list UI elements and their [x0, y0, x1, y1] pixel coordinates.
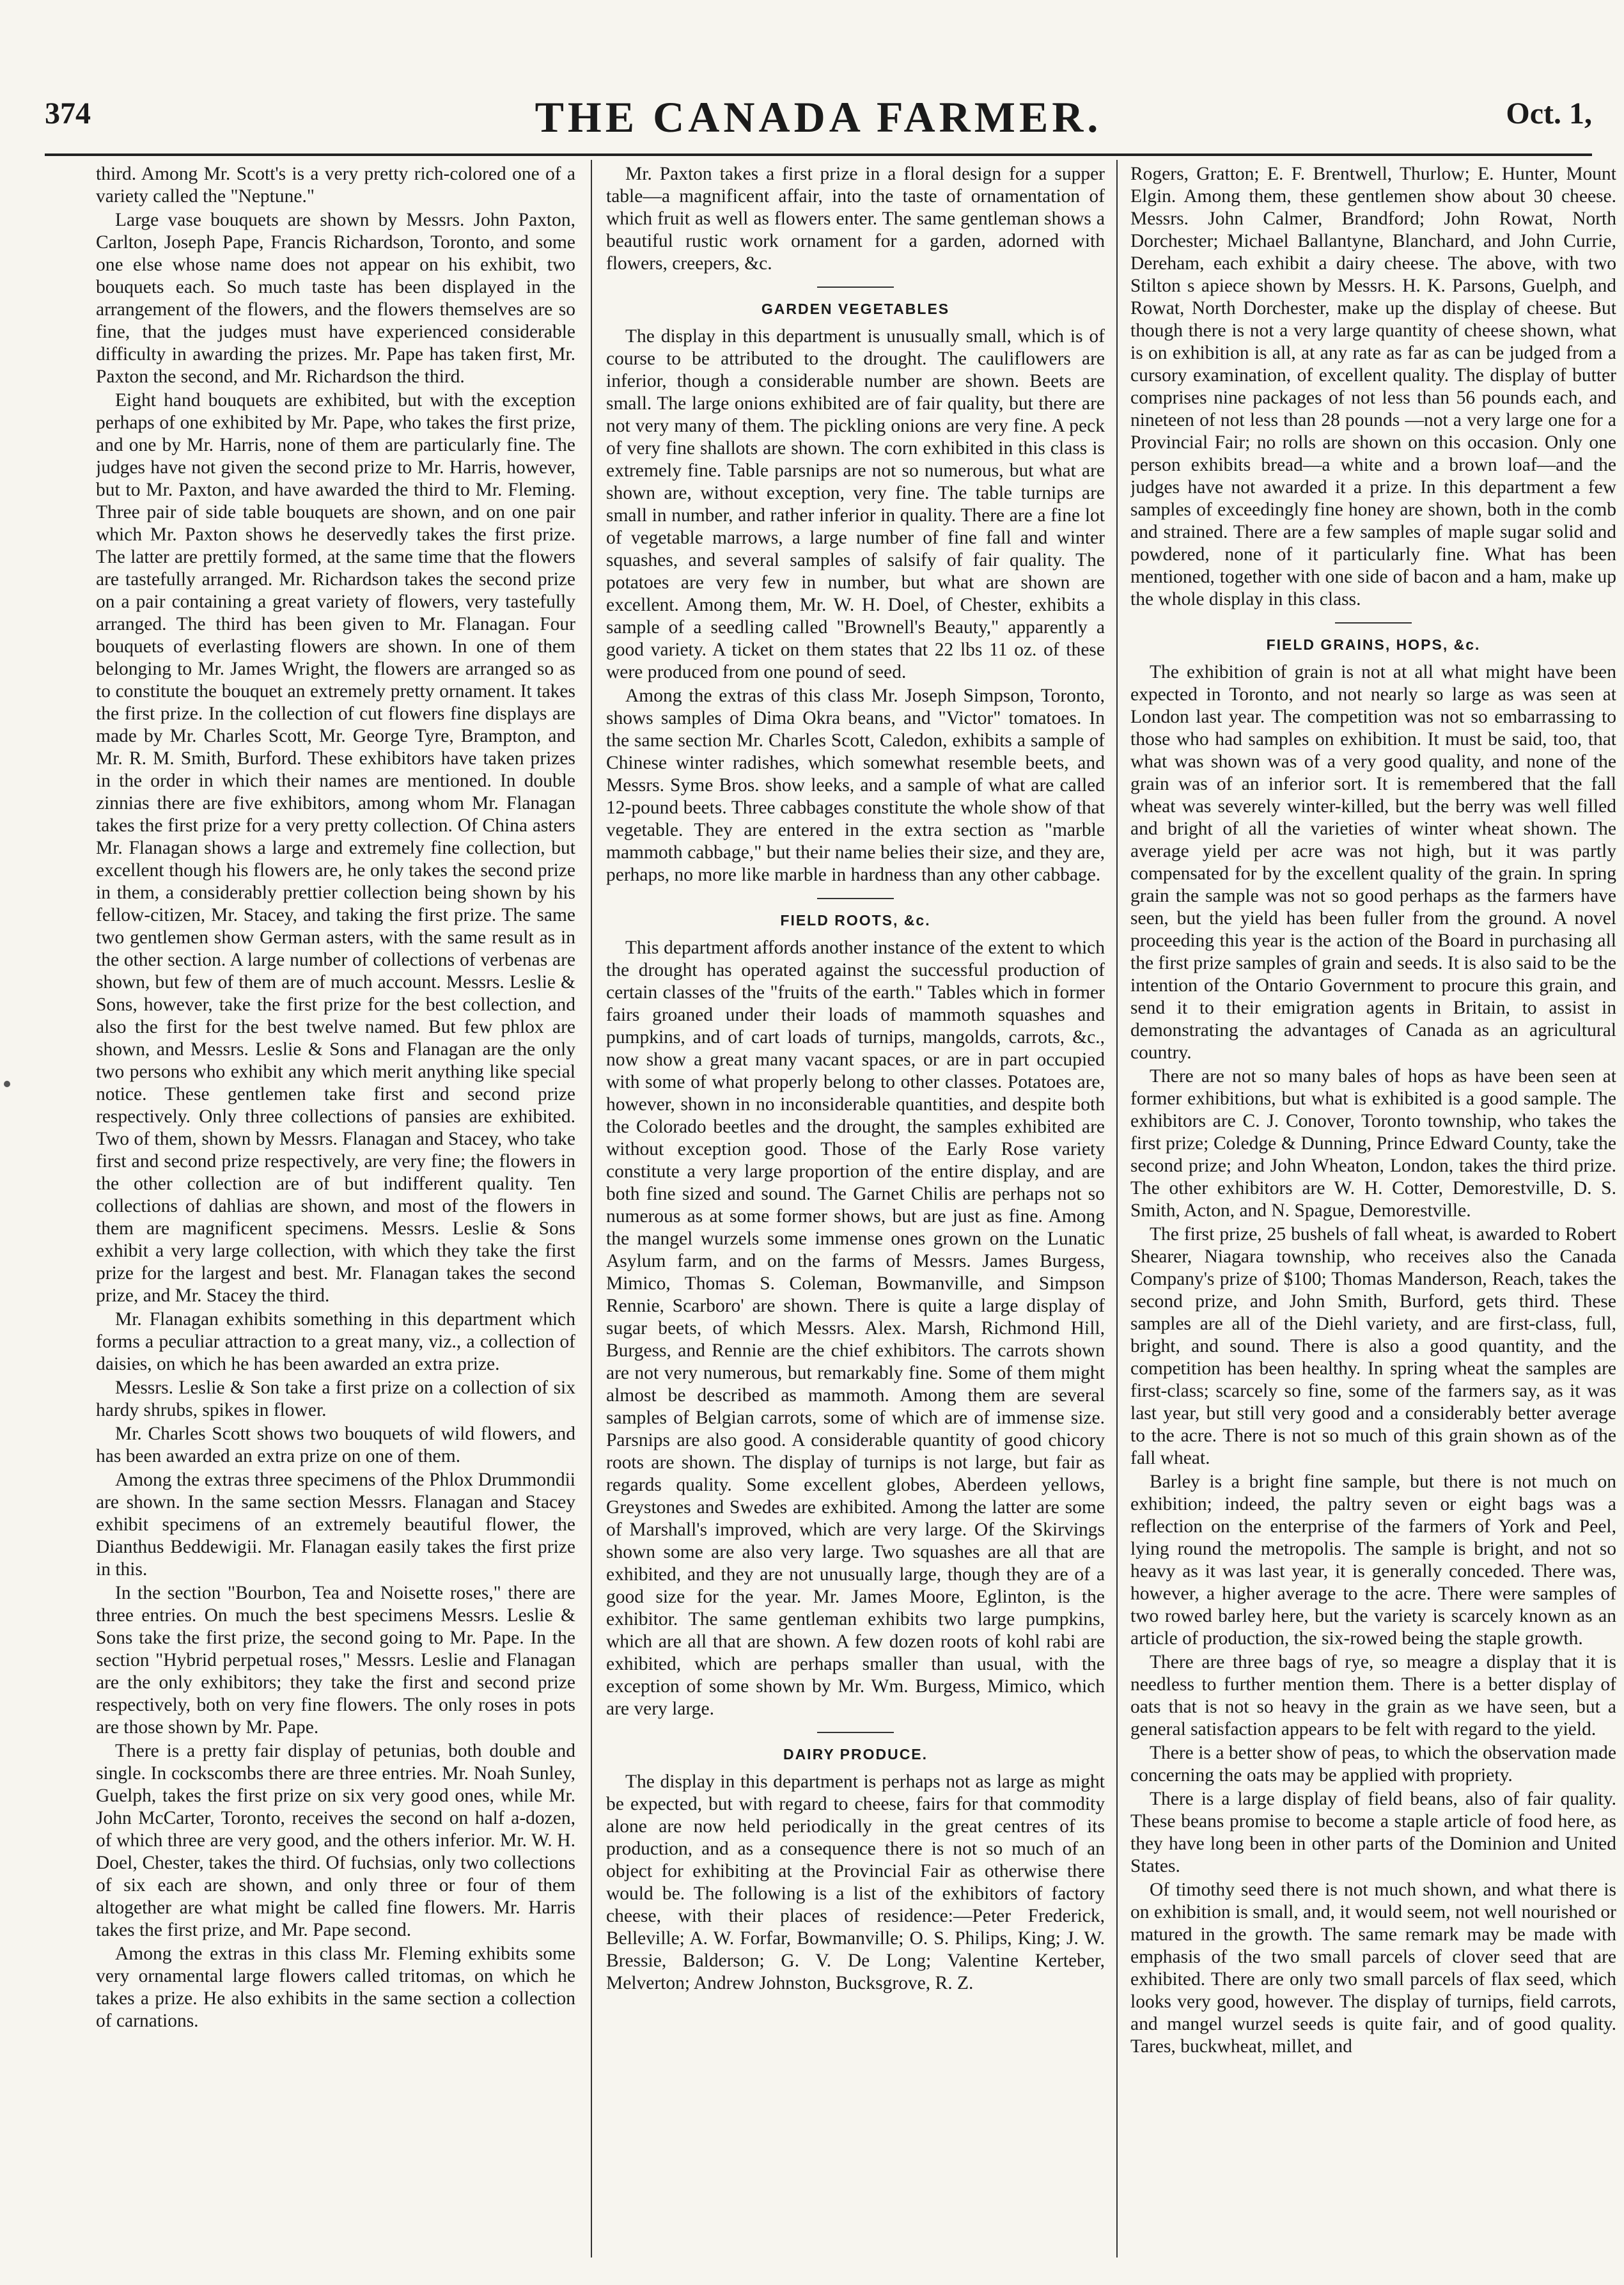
section-rule: [817, 1732, 894, 1733]
margin-dot-icon: [4, 1081, 10, 1087]
paragraph: Mr. Flanagan exhibits something in this department which forms a peculiar attraction to a great many, viz., a collection of daisies, on which he has been awarded an extra prize.: [96, 1309, 575, 1374]
paragraph: There are not so many bales of hops as have been seen at former exhibitions, but what is exhibited is a good sample. The exhibitors are C. J. Conover, Toronto township, who takes the first prize; Coledge & Dunning, Prince Edward County, take the second prize; and John Wheaton, London, takes the third prize. The other exhibitors are W. H. Cotter, Demorestville, D. S. Smith, Acton, and N. Spague, Demorestville.: [1130, 1066, 1616, 1221]
paragraph: Among the extras of this class Mr. Joseph Simpson, Toronto, shows samples of Dima Okra beans, and "Victor" tomatoes. In the same section Mr. Charles Scott, Caledon, exhibits a sample of Chinese winter radishes, which somewhat resemble beets, and Messrs. Syme Bros. show leeks, and a sample of what are called 12-pound beets. Three cabbages constitute the whole show of that vegetable. They are entered in the extra section as "marble mammoth cabbage," but their name belies their size, and they are, perhaps, no more like marble in hardness than any other cabbage.: [606, 686, 1105, 885]
paragraph: There are three bags of rye, so meagre a display that it is needless to further mention them. There is a better display of oats that is not so heavy in the grain as we have seen, but a general satisfaction appears to be felt with regard to the yield.: [1130, 1652, 1616, 1739]
issue-date: Oct. 1,: [1506, 97, 1592, 130]
paragraph: The first prize, 25 bushels of fall wheat, is awarded to Robert Shearer, Niagara township, who receives also the Canada Company's prize of $100; Thomas Manderson, Reach, takes the second prize, and John Smith, Burford, gets third. These samples are all of the Diehl variety, and are first-class, full, bright, and sound. There is also a good quantity, and the competition has been healthy. In spring wheat the samples are first-class; scarcely so fine, some of the farmers say, as it was last year, but still very good and a considerably better average to the acre. There is not so much of this grain shown as of the fall wheat.: [1130, 1224, 1616, 1468]
section-heading-dairy-produce: DAIRY PRODUCE.: [783, 1746, 928, 1763]
paragraph: The display in this department is unusually small, which is of course to be attributed to the drought. The cauliflowers are inferior, though a considerable number are shown. Beets are small. The large onions exhibited are of fair quality, but there are not very many of them. The pickling onions are very fine. A peck of very fine shallots are shown. The corn exhibited in this class is extremely fine. Table parsnips are not so numerous, but what are shown are, without exception, very fine. The table turnips are small in number, and rather inferior in quality. There are a fine lot of vegetable marrows, a large number of fine fall and winter squashes, and several samples of salsify of fair quality. The potatoes are very few in number, but what are shown are excellent. Among them, Mr. W. H. Doel, of Chester, exhibits a sample of a seedling called "Brownell's Beauty," apparently a good variety. A ticket on them states that 22 lbs 11 oz. of these were produced from one pound of seed.: [606, 326, 1105, 682]
column-2: [606, 163, 1105, 2254]
paragraph: Among the extras in this class Mr. Fleming exhibits some very ornamental large flowers called tritomas, on which he takes a prize. He also exhibits in the same section a collection of carnations.: [96, 1943, 575, 2031]
paragraph: The display in this department is perhaps not as large as might be expected, but with regard to cheese, fairs for that commodity alone are now held periodically in the great centres of its production, and as a consequence there is not so much of an object for exhibiting at the Provincial Fair as otherwise there would be. The following is a list of the exhibitors of factory cheese, with their places of residence:—Peter Frederick, Belleville; A. W. Forfar, Bowmanville; O. S. Philips, King; J. W. Bressie, Balderson; G. V. De Long; Valentine Kerteber, Melverton; Andrew Johnston, Bucksgrove, R. Z.: [606, 1771, 1105, 1993]
paragraph: In the section "Bourbon, Tea and Noisette roses," there are three entries. On much the best specimens Messrs. Leslie & Sons take the first prize, the second going to Mr. Pape. In the section "Hybrid perpetual roses," Messrs. Leslie and Flanagan are the only exhibitors; they take the first and second prize respectively, both on very fine flowers. The only roses in pots are those shown by Mr. Pape.: [96, 1583, 575, 1738]
masthead-rule: [45, 153, 1592, 156]
section-rule: [817, 287, 894, 288]
paragraph: Among the extras three specimens of the Phlox Drummondii are shown. In the same section Messrs. Flanagan and Stacey exhibit specimens of an extremely beautiful flower, the Dianthus Beddewigii. Mr. Flanagan easily takes the first prize in this.: [96, 1470, 575, 1580]
masthead: [45, 93, 1592, 173]
column-3: [1130, 163, 1616, 2254]
section-rule: [817, 898, 894, 899]
column-divider: [591, 160, 592, 2258]
paragraph: Mr. Charles Scott shows two bouquets of wild flowers, and has been awarded an extra prize on one of them.: [96, 1424, 575, 1466]
column-divider: [1116, 160, 1118, 2258]
paragraph: Mr. Paxton takes a first prize in a floral design for a supper table—a magnificent affair, into the taste of ornamentation of which fruit as well as flowers enter. The same gentleman shows a beautiful rustic work ornament for a garden, adorned with flowers, creepers, &c.: [606, 164, 1105, 274]
paragraph: The exhibition of grain is not at all what might have been expected in Toronto, and not nearly so large as was seen at London last year. The competition was not so embarrassing to those who had samples on exhibition. It must be said, too, that what was shown was of a very good quality, and none of the grain was of an inferior sort. It is remembered that the fall wheat was severely winter-killed, but the berry was well filled and bright of all the varieties of winter wheat shown. The average yield per acre was not high, but it was partly compensated for by the excellent quality of the grain. In spring grain the sample was not so good perhaps as the farmers have seen, but the yield has been fuller from the ground. A novel proceeding this year is the action of the Board in purchasing all the first prize samples of grain and seeds. It is also said to be the intention of the Ontario Government to procure this grain, and send it to their emigration agents in Britain, to assist in demonstrating the advantages of Canada as an agricultural country.: [1130, 662, 1616, 1063]
paragraph: This department affords another instance of the extent to which the drought has operated against the successful production of certain classes of the "fruits of the earth." Tables which in former fairs groaned under their loads of mammoth squashes and pumpkins, and of cart loads of turnips, mangolds, carrots, &c., now show a great many vacant spaces, or are in part occupied with some of what properly belong to other classes. Potatoes are, however, shown in no inconsiderable quantities, and despite both the Colorado beetles and the drought, the samples exhibited are without exception good. Those of the Early Rose variety constitute a very large proportion of the entire display, and are both fine sized and sound. The Garnet Chilis are perhaps not so numerous as at some former shows, but are just as fine. Among the mangel wurzels some immense ones grown on the Lunatic Asylum farm, and on the farms of Messrs. James Burgess, Mimico, Thomas S. Coleman, Bowmanville, and Simpson Rennie, Scarboro' are shown. There is quite a large display of sugar beets, of which Messrs. Alex. Marsh, Richmond Hill, Burgess, and Rennie are the chief exhibitors. The carrots shown are not very numerous, but remarkably fine. Some of them might almost be described as mammoth. Among them are several samples of Belgian carrots, some of which are of immense size. Parsnips are also good. A considerable quantity of good chicory roots are shown. The display of turnips is not large, but fair as regards quality. Some excellent globes, Aberdeen yellows, Greystones and Swedes are exhibited. Among the latter are some of Marshall's improved, which are very large. Of the Skirvings shown some are also very large. Two squashes are all that are exhibited, and they are not unusually large, though they are of a good size for the year. Mr. James Moore, Eglinton, is the exhibitor. The same gentleman exhibits two large pumpkins, which are all that are shown. A few dozen roots of kohl rabi are exhibited, which are perhaps smaller than usual, with the exception of some shown by Mr. Wm. Burgess, Mimico, which are very large.: [606, 938, 1105, 1719]
column-1: [96, 163, 575, 2254]
paragraph: Messrs. Leslie & Son take a first prize on a collection of six hardy shrubs, spikes in flower.: [96, 1378, 575, 1420]
paragraph: Barley is a bright fine sample, but there is not much on exhibition; indeed, the paltry seven or eight bags was a reflection on the enterprise of the farmers of York and Peel, lying round the metropolis. The sample is bright, and not so heavy as it was last year, it is generally conceded. There was, however, a higher average to the acre. There were samples of two rowed barley here, but the variety is scarcely known as an article of production, the six-rowed being the staple growth.: [1130, 1472, 1616, 1649]
section-rule: [1335, 622, 1412, 624]
newspaper-title: THE CANADA FARMER.: [535, 93, 1102, 141]
paragraph: Eight hand bouquets are exhibited, but with the exception perhaps of one exhibited by Mr. Pape, who takes the first prize, and one by Mr. Harris, none of them are particularly fine. The judges have not given the second prize to Mr. Harris, however, but to Mr. Paxton, and have awarded the third to Mr. Fleming. Three pair of side table bouquets are shown, and on one pair which Mr. Paxton shows he deservedly takes the first prize. The latter are prettily formed, at the same time that the flowers are tastefully arranged. Mr. Richardson takes the second prize on a pair containing a great variety of flowers, very tastefully arranged. The third has been given to Mr. Flanagan. Four bouquets of everlasting flowers are shown. In one of them belonging to Mr. James Wright, the flowers are arranged so as to constitute the bouquet an extremely pretty ornament. It takes the first prize. In the collection of cut flowers fine displays are made by Mr. Charles Scott, Mr. George Tyre, Brampton, and Mr. R. M. Smith, Burford. These exhibitors have taken prizes in the order in which their names are mentioned. In double zinnias there are five exhibitors, among whom Mr. Flanagan takes the first prize for a very pretty collection. Of China asters Mr. Flanagan shows a large and extremely fine collection, but excellent though his flowers are, he only takes the second prize in them, a considerably prettier collection being shown by his fellow-citizen, Mr. Stacey, and taking the first prize. The same two gentlemen show German asters, with the same result as in the other section. A large number of collections of verbenas are shown, but few of them are of much account. Messrs. Leslie & Sons, however, take the first prize for the best collection, and also the first for the best twelve named. But few phlox are shown, and Messrs. Leslie & Sons and Flanagan are the only two persons who exhibit any which merit anything like special notice. These gentlemen take first and second prize respectively. Only three collections of pansies are exhibited. Two of them, shown by Messrs. Flanagan and Stacey, who take first and second prize respectively, are very fine; the flowers in the other collection are of but indifferent quality. Ten collections of dahlias are shown, and most of the flowers in them are magnificent specimens. Messrs. Leslie & Sons exhibit a very large collection, with which they take the first prize for the largest and best. Mr. Flanagan takes the second prize, and Mr. Stacey the third.: [96, 390, 575, 1306]
paragraph: There is a pretty fair display of petunias, both double and single. In cockscombs there are three entries. Mr. Noah Sunley, Guelph, takes the first prize on six very good ones, while Mr. John McCarter, Toronto, receives the second on half a-dozen, of which three are very good, and the others inferior. Mr. W. H. Doel, Chester, takes the third. Of fuchsias, only two collections of six each are shown, and only three or four of them altogether are what might be called fine flowers. Mr. Harris takes the first prize, and Mr. Pape second.: [96, 1741, 575, 1940]
section-heading-garden-vegetables: GARDEN VEGETABLES: [761, 301, 950, 317]
page-number: 374: [45, 97, 91, 130]
paragraph: third. Among Mr. Scott's is a very pretty rich-colored one of a variety called the "Neptune.": [96, 164, 575, 207]
paragraph: Of timothy seed there is not much shown, and what there is on exhibition is small, and, it would seem, not well nourished or matured in the growth. The same remark may be made with emphasis of the two small parcels of clover seed that are exhibited. There are only two small parcels of flax seed, which looks very good, however. The display of turnips, field carrots, and mangel wurzel seeds is quite fair, and of good quality. Tares, buckwheat, millet, and: [1130, 1880, 1616, 2057]
paragraph: Rogers, Gratton; E. F. Brentwell, Thurlow; E. Hunter, Mount Elgin. Among them, these gentlemen show about 30 cheese. Messrs. John Calmer, Brandford; John Rowat, North Dorchester; Michael Ballantyne, Blanchard, and John Currie, Dereham, each exhibit a dairy cheese. The above, with two Stilton s apiece shown by Messrs. H. K. Parsons, Guelph, and Rowat, North Dorchester, make up the display of cheese. But though there is not a very large quantity of cheese shown, what is on exhibition is all, at any rate as far as can be judged from a cursory examination, of excellent quality. The display of butter comprises nine packages of not less than 56 pounds each, and nineteen of not less than 28 pounds —not a very large one for a Provincial Fair; no rolls are shown on this occasion. Only one person exhibits bread—a white and a brown loaf—and the judges have not awarded it a prize. In this department a few samples of exceedingly fine honey are shown, both in the comb and strained. There are a few samples of maple sugar solid and powdered, none of it particularly fine. What has been mentioned, together with one side of bacon and a ham, make up the whole display in this class.: [1130, 164, 1616, 609]
paragraph: Large vase bouquets are shown by Messrs. John Paxton, Carlton, Joseph Pape, Francis Richardson, Toronto, and some one else whose name does not appear on his exhibit, two bouquets each. So much taste has been displayed in the arrangement of the flowers, and the flowers themselves are so fine, that the judges must have experienced considerable difficulty in awarding the prizes. Mr. Pape has taken first, Mr. Paxton the second, and Mr. Richardson the third.: [96, 210, 575, 387]
paragraph: There is a large display of field beans, also of fair quality. These beans promise to become a staple article of food here, as they have long been in other parts of the Dominion and United States.: [1130, 1789, 1616, 1876]
section-heading-field-roots: FIELD ROOTS, &c.: [780, 912, 931, 929]
paragraph: There is a better show of peas, to which the observation made concerning the oats may be applied with propriety.: [1130, 1743, 1616, 1786]
section-heading-field-grains: FIELD GRAINS, HOPS, &c.: [1266, 636, 1481, 653]
